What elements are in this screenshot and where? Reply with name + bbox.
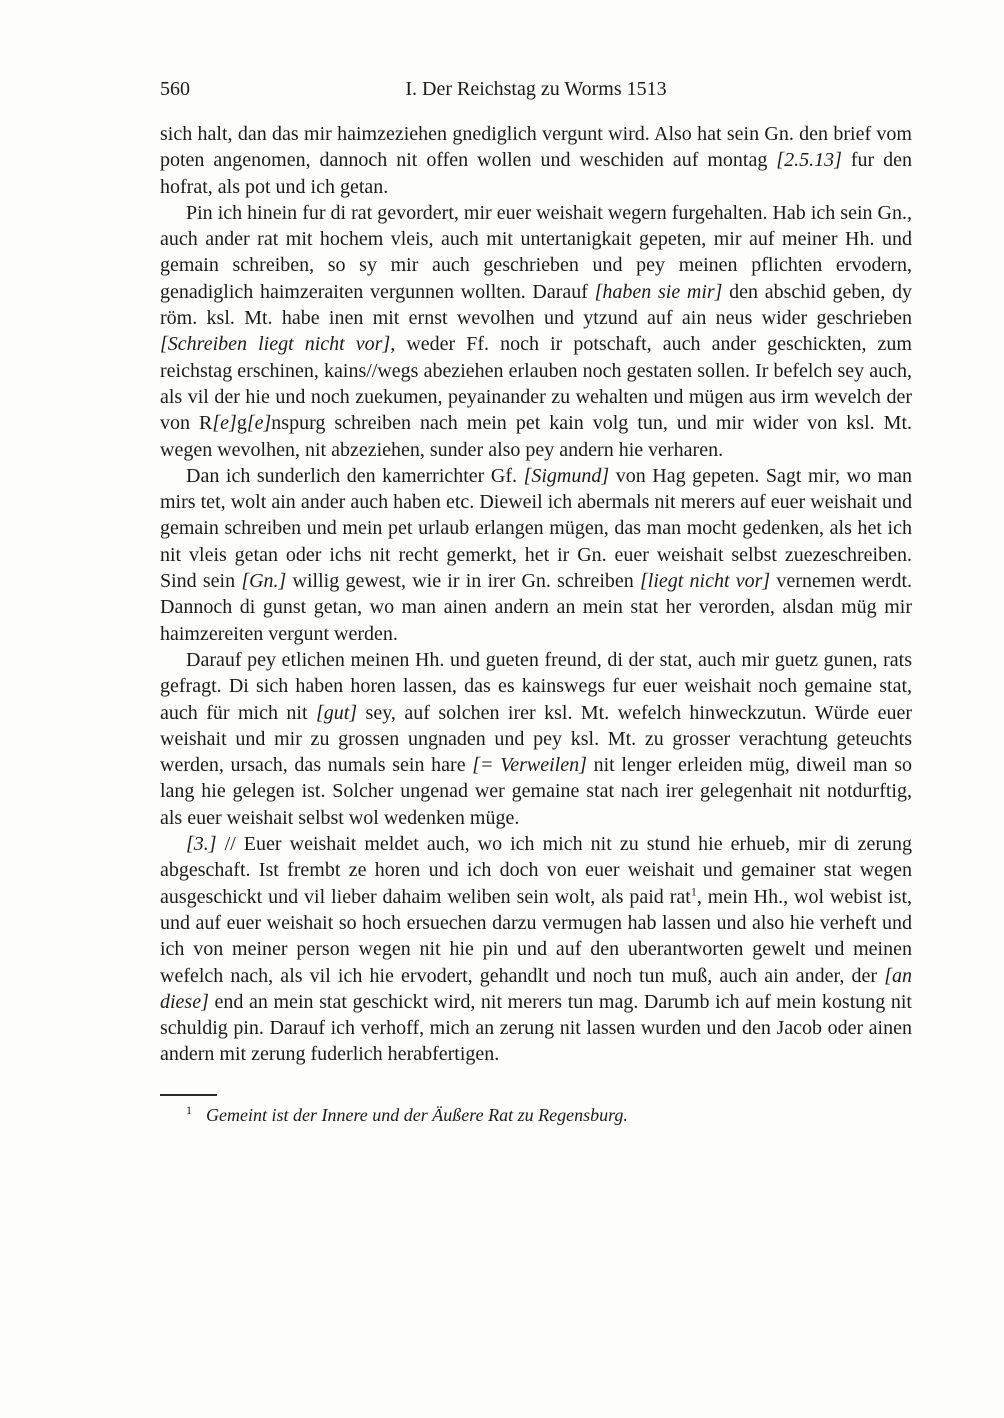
text-run: Pin ich hinein fur di rat gevordert, mir euer weishait wegern furgehalten. Hab ich sein Gn., auch ander rat mit hochem vleis, auch mit untertanigkait gepeten, mir auf meiner Hh. und gemain schreiben, so sy mir auch geschrieben und pey meinen pflichten ervodern, genadiglich haimzeraiten vergunnen wollten. Darauf [160, 201, 912, 303]
text-run: // Euer weishait meldet auch, wo ich mich nit zu stund hie erhueb, mir di zerung abgeschaft. Ist frembt ze horen und ich doch von euer weishait und gemainer stat wegen ausgeschickt und vil lieber dahaim weliben sein wolt, als paid rat [160, 833, 912, 908]
editorial-insertion: [e] [212, 412, 237, 435]
text-run: Dan ich sunderlich den kamerrichter Gf. [186, 464, 524, 487]
text-run: sey, auf solchen irer ksl. Mt. wefelch hinweckzutun. Würde euer weishait und mir zu grossen ungnaden und pey ksl. Mt. zu grosser verachtung geteuchts werden, ursach, das numals sein hare [160, 701, 912, 777]
footnote-block [160, 1094, 912, 1127]
page-number: 560 [160, 78, 190, 100]
paragraph [160, 463, 912, 647]
text-run: sich halt, dan das mir haimzeziehen gnediglich vergunt wird. Also hat sein Gn. den brief vom poten angenomen, dannoch nit offen wollen und weschiden auf montag [160, 123, 912, 172]
footnote-marker: 1 [186, 1102, 192, 1117]
editorial-insertion: [= Verweilen] [472, 754, 587, 777]
editorial-insertion: [Schreiben liegt nicht vor] [160, 333, 391, 356]
text-run: end an mein stat geschickt wird, nit merers tun mag. Darumb ich auf mein kostung nit schuldig pin. Darauf ich verhoff, mich an zerung nit lassen wurden und den Jacob oder ainen andern mit zerung fuderlich herabfertigen. [160, 990, 912, 1066]
editorial-insertion: [e] [246, 412, 272, 435]
editorial-insertion: [3.] [186, 833, 217, 856]
editorial-insertion: [Sigmund] [523, 464, 610, 487]
footnote [160, 1103, 912, 1127]
text-run: den abschid geben, dy röm. ksl. Mt. habe inen mit ernst wevolhen und ytzund auf ain neus wider geschrieben [160, 280, 912, 330]
editorial-insertion: [an diese] [160, 964, 912, 1013]
text-run: von Hag gepeten. Sagt mir, wo man mirs tet, wolt ain ander auch haben etc. Dieweil ich abermals nit merers auf euer weishait und gemain schreiben und mein pet urlaub erlangen mügen, das man mocht gedenken, als het ich nit vleis getan oder ichs nit recht gemerkt, het ir Gn. euer weishait selbst zuezeschreiben. Sind sein [160, 464, 912, 593]
footnote-rule [160, 1094, 217, 1096]
text-run: Darauf pey etlichen meinen Hh. und gueten freund, di der stat, auch mir guetz gunen, rats gefragt. Di sich haben horen lassen, das es kainswegs fur euer weishait noch gemaine stat, auch für mich nit [160, 648, 912, 724]
editorial-insertion: [liegt nicht vor] [639, 570, 771, 593]
footnote-text: Gemeint ist der Innere und der Äußere Rat zu Regensburg. [206, 1104, 628, 1125]
text-run: fur den hofrat, als pot und ich getan. [160, 149, 912, 198]
editorial-insertion: [haben sie mir] [594, 280, 723, 303]
editorial-insertion: [2.5.13] [776, 149, 842, 172]
running-head: I. Der Reichstag zu Worms 1513 [405, 78, 667, 100]
paragraph [160, 200, 912, 463]
editorial-insertion: [gut] [315, 701, 358, 724]
text-run: nit lenger erleiden müg, diweil man so lang hie gelegen ist. Solcher ungenad wer gemaine stat nach irer gelegenhait nit notdurftig, als euer weishait selbst wol wedenken müge. [160, 754, 912, 829]
paragraph [160, 121, 912, 200]
editorial-insertion: [Gn.] [241, 570, 287, 593]
page-header [160, 78, 912, 106]
footnote-ref: 1 [690, 883, 697, 898]
paragraph [160, 647, 912, 831]
text-run: , mein Hh., wol webist ist, und auf euer weishait so hoch ersuechen darzu vermugen hab lassen und also hie verheft und ich von meiner person wegen nit hie pin und auf den uberantworten gewelt und meinen wefelch nach, als vil ich hie ervodert, gehandlt und noch tun muß, auch ain ander, der [160, 885, 913, 987]
text-run: willig gewest, wie ir in irer Gn. schreiben [286, 570, 640, 593]
text-run: g [236, 412, 247, 435]
body-text [160, 121, 912, 1068]
text-run: nspurg schreiben nach mein pet kain volg tun, und mir wider von ksl. Mt. wegen wevolhen, nit abzeziehen, sunder also pey andern hie verharen. [160, 412, 912, 461]
text-run: vernemen werdt. Dannoch di gunst getan, wo man ainen andern an mein stat her verorden, alsdan müg mir haimzereiten vergunt werden. [160, 570, 913, 645]
text-run: , weder Ff. noch ir potschaft, auch ander geschickten, zum reichstag erschinen, kains//wegs abeziehen erlauben noch gestaten sollen. Ir befelch sey auch, als vil der hie und noch zuekumen, peyainander zu wehalten und mügen aus irm wevelch der von R [160, 333, 912, 435]
paragraph [160, 831, 912, 1068]
